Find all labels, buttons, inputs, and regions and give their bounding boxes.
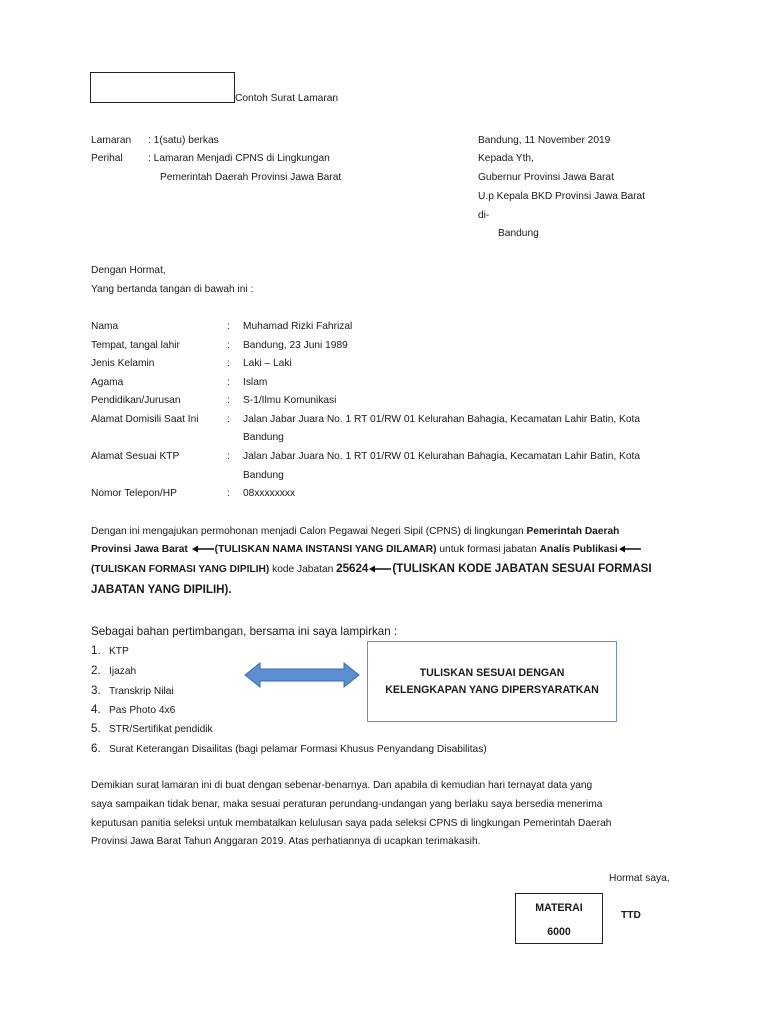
left-arrow-icon (369, 565, 391, 573)
callout-line2: KELENGKAPAN YANG DIPERSYARATKAN (385, 683, 599, 696)
left-arrow-icon (192, 545, 214, 553)
identity-value-cont: Bandung (243, 432, 284, 443)
signature-ttd: TTD (621, 910, 641, 921)
list-number: 3. (91, 684, 101, 697)
identity-value: Jalan Jabar Juara No. 1 RT 01/RW 01 Kelurahan Bahagia, Kecamatan Lahir Batin, Kota (243, 414, 640, 425)
materai-value: 6000 (547, 926, 571, 938)
application-text-bold: (TULISKAN KODE JABATAN SESUAI FORMASI (392, 562, 652, 575)
application-paragraph (91, 526, 619, 537)
list-item (91, 703, 175, 716)
attachments-intro: Sebagai bahan pertimbangan, bersama ini saya lampirkan : (91, 625, 398, 638)
list-text: KTP (109, 646, 129, 657)
recipient-line2: Gubernur Provinsi Jawa Barat (478, 172, 614, 183)
identity-label: Nomor Telepon/HP (91, 488, 177, 499)
identity-value: Islam (243, 377, 268, 388)
identity-value: Muhamad Rizki Fahrizal (243, 321, 353, 332)
list-item (91, 664, 136, 677)
perihal-value-line1: : Lamaran Menjadi CPNS di Lingkungan (148, 153, 330, 164)
list-item (91, 742, 487, 755)
application-text-bold: Analis Publikasi (539, 544, 618, 555)
greeting-line2: Yang bertanda tangan di bawah ini : (91, 284, 254, 295)
list-item (91, 722, 213, 735)
list-number: 1. (91, 644, 101, 657)
identity-value: Bandung, 23 Juni 1989 (243, 340, 348, 351)
closing-line3: keputusan panitia seleksi untuk membatalkan kelulusan saya pada seleksi CPNS di lingkungan Pemerintah Daerah (91, 818, 612, 829)
application-text: . (228, 583, 232, 596)
identity-label: Jenis Kelamin (91, 358, 155, 369)
closing-line4: Provinsi Jawa Barat Tahun Anggaran 2019. Atas perhatiannya di ucapkan terimakasih. (91, 836, 481, 847)
left-arrow-icon (619, 545, 641, 553)
identity-colon: : (227, 340, 230, 351)
identity-value: Laki – Laki (243, 358, 292, 369)
application-text-bold: Pemerintah Daerah (526, 526, 620, 537)
double-arrow-icon (244, 662, 360, 688)
application-text-bold: Provinsi Jawa Barat (91, 544, 191, 555)
identity-colon: : (227, 451, 230, 462)
identity-value: 08xxxxxxxx (243, 488, 296, 499)
lamaran-value: : 1(satu) berkas (148, 135, 219, 146)
identity-colon: : (227, 321, 230, 332)
recipient-line3: U.p Kepala BKD Provinsi Jawa Barat (478, 191, 646, 202)
greeting-line1: Dengan Hormat, (91, 265, 166, 276)
recipient-line1: Kepada Yth, (478, 153, 534, 164)
list-text: Pas Photo 4x6 (109, 705, 176, 716)
application-text: Dengan ini mengajukan permohonan menjadi Calon Pegawai Negeri Sipil (CPNS) di lingkungan (91, 526, 527, 537)
identity-colon: : (227, 488, 230, 499)
identity-colon: : (227, 358, 230, 369)
application-text-bold: (TULISKAN FORMASI YANG DIPILIH) (91, 564, 270, 575)
list-number: 6. (91, 742, 101, 755)
document-title: Contoh Surat Lamaran (235, 93, 339, 104)
identity-label: Tempat, tangal lahir (91, 340, 180, 351)
list-item (91, 644, 129, 657)
identity-label: Pendidikan/Jurusan (91, 395, 181, 406)
materai-label: MATERAI (535, 902, 583, 914)
closing-line2: saya sampaikan tidak benar, maka sesuai peraturan perundang-undangan yang berlaku saya bersedia menerima (91, 799, 603, 810)
application-line4 (91, 583, 232, 596)
application-text-bold: (TULISKAN NAMA INSTANSI YANG DILAMAR) (214, 544, 437, 555)
list-number: 5. (91, 722, 101, 735)
list-item (91, 684, 174, 697)
materai-stamp-box (515, 893, 603, 944)
attachments-callout-box (367, 641, 617, 722)
identity-colon: : (227, 395, 230, 406)
list-number: 2. (91, 664, 101, 677)
identity-label: Nama (91, 321, 119, 332)
identity-label: Alamat Sesuai KTP (91, 451, 180, 462)
application-text: untuk formasi jabatan (436, 544, 540, 555)
identity-value: Jalan Jabar Juara No. 1 RT 01/RW 01 Kelurahan Bahagia, Kecamatan Lahir Batin, Kota (243, 451, 640, 462)
identity-label: Alamat Domisili Saat Ini (91, 414, 199, 425)
lamaran-label: Lamaran (91, 135, 132, 146)
list-text: Transkrip Nilai (109, 686, 174, 697)
application-line3 (91, 562, 652, 575)
letter-date: Bandung, 11 November 2019 (478, 135, 611, 146)
identity-colon: : (227, 377, 230, 388)
callout-line1: TULISKAN SESUAI DENGAN (419, 666, 565, 679)
closing-line1: Demikian surat lamaran ini di buat dengan sebenar-benarnya. Dan apabila di kemudian hari ternayat data yang (91, 780, 593, 791)
recipient-line5: Bandung (498, 228, 539, 239)
identity-value-cont: Bandung (243, 470, 284, 481)
identity-label: Agama (91, 377, 124, 388)
application-text-bold: 25624 (336, 562, 369, 575)
perihal-value-line2: Pemerintah Daerah Provinsi Jawa Barat (160, 172, 342, 183)
empty-header-box (90, 72, 235, 103)
application-text: kode Jabatan (269, 564, 337, 575)
list-number: 4. (91, 703, 101, 716)
application-text-bold: JABATAN YANG DIPILIH) (91, 583, 229, 596)
list-text: Ijazah (109, 666, 137, 677)
perihal-label: Perihal (91, 153, 123, 164)
identity-value: S-1/Ilmu Komunikasi (243, 395, 337, 406)
list-text: STR/Sertifikat pendidik (109, 724, 213, 735)
signature-salutation: Hormat saya, (609, 873, 670, 884)
list-text: Surat Keterangan Disailitas (bagi pelamar Formasi Khusus Penyandang Disabilitas) (109, 744, 487, 755)
application-line2 (91, 544, 642, 555)
identity-colon: : (227, 414, 230, 425)
recipient-line4: di- (478, 210, 490, 221)
